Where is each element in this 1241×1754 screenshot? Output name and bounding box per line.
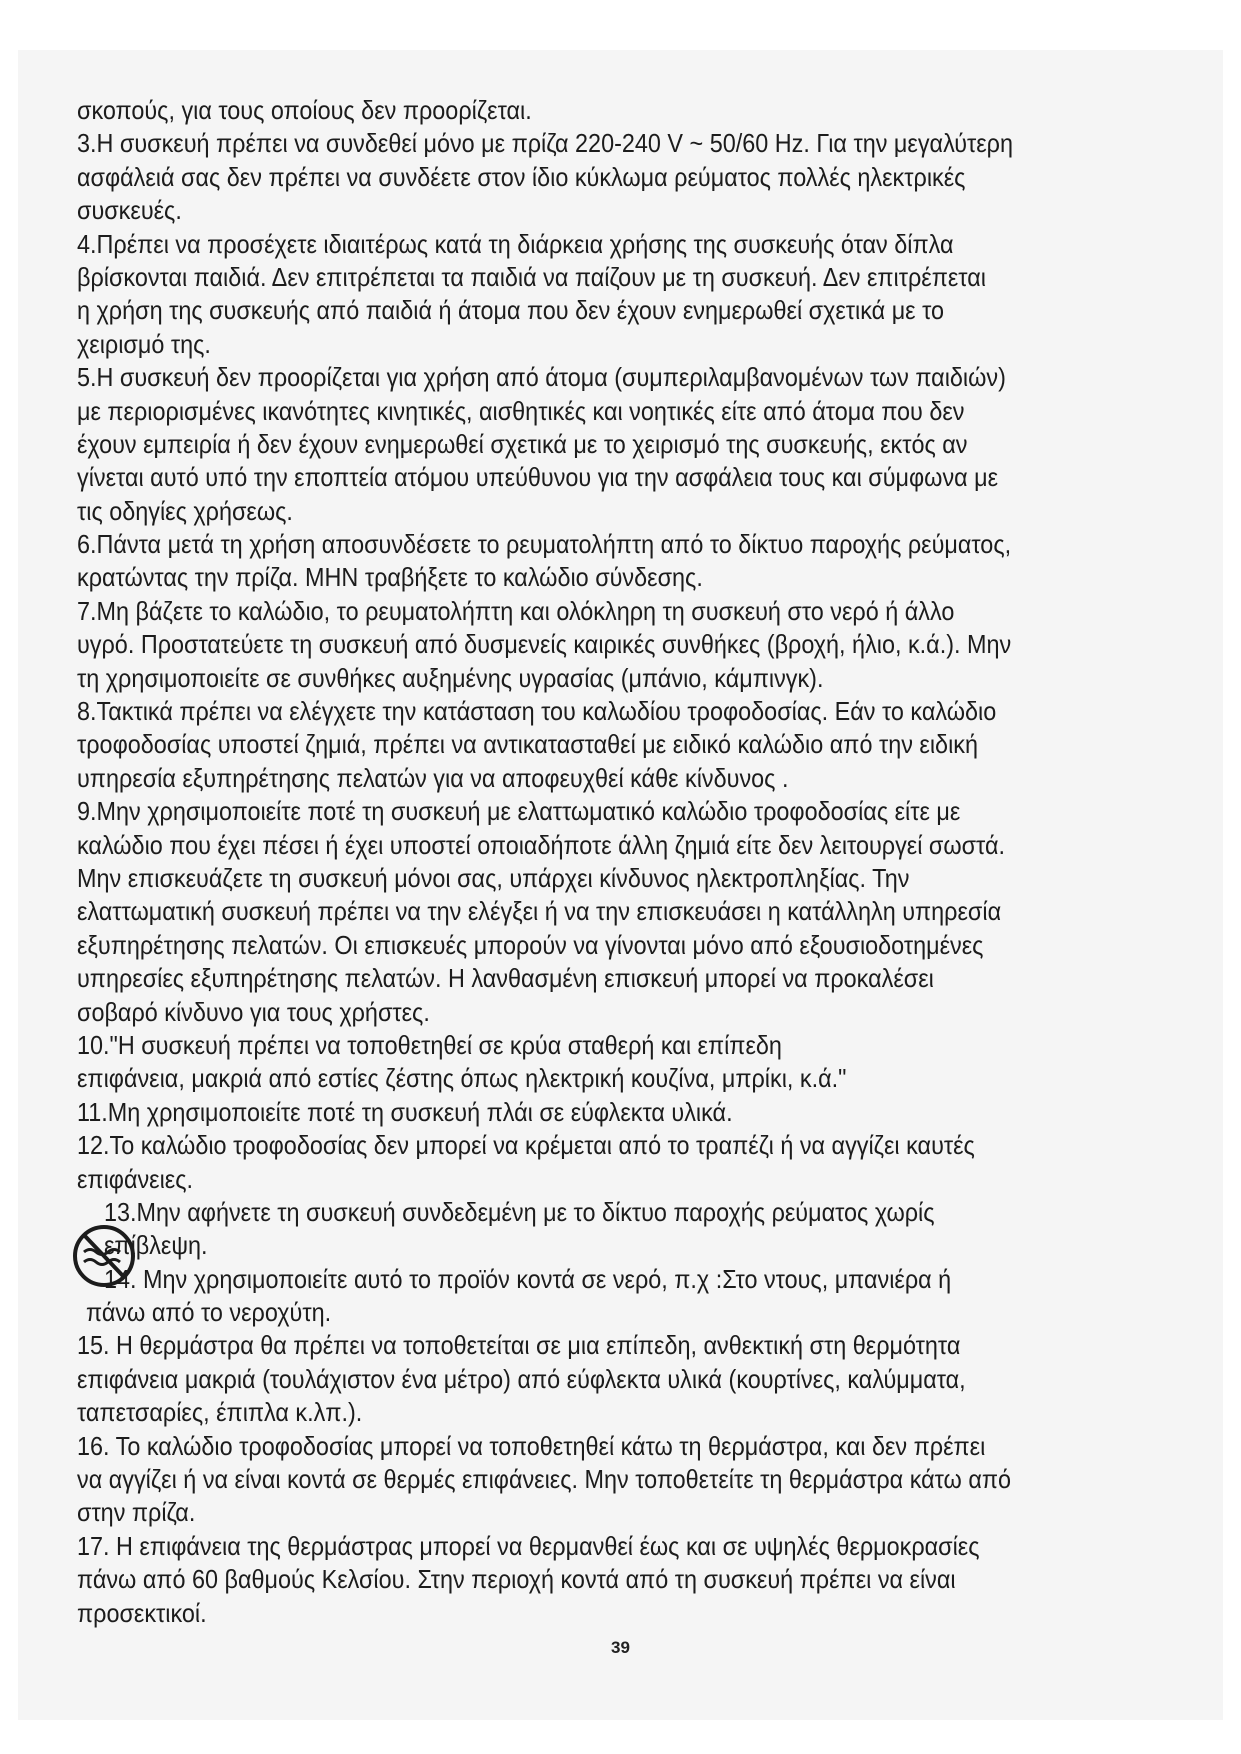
text-line: βρίσκονται παιδιά. Δεν επιτρέπεται τα παιδιά να παίζουν με τη συσκευή. Δεν επιτρέπεται bbox=[77, 261, 986, 292]
text-line: 16. Το καλώδιο τροφοδοσίας μπορεί να τοποθετηθεί κάτω τη θερμάστρα, και δεν πρέπει bbox=[77, 1430, 986, 1461]
text-line: συσκευές. bbox=[77, 195, 182, 226]
text-line: επίβλεψη. bbox=[104, 1230, 208, 1261]
text-line: προσεκτικοί. bbox=[77, 1597, 207, 1628]
text-line: 15. Η θερμάστρα θα πρέπει να τοποθετείται σε μια επίπεδη, ανθεκτική στη θερμότητα bbox=[77, 1330, 961, 1361]
text-line: τη χρησιμοποιείτε σε συνθήκες αυξημένης υγρασίας (μπάνιο, κάμπινγκ). bbox=[77, 662, 824, 693]
text-line: χειρισμό της. bbox=[77, 328, 211, 359]
text-line: 8.Τακτικά πρέπει να ελέγχετε την κατάσταση του καλωδίου τροφοδοσίας. Εάν το καλώδιο bbox=[77, 696, 997, 727]
text-line: 12.Το καλώδιο τροφοδοσίας δεν μπορεί να κρέμεται από το τραπέζι ή να αγγίζει καυτές bbox=[77, 1130, 975, 1161]
text-line: υπηρεσία εξυπηρέτησης πελατών για να αποφευχθεί κάθε κίνδυνος . bbox=[77, 762, 789, 793]
text-line: η χρήση της συσκευής από παιδιά ή άτομα που δεν έχουν ενημερωθεί σχετικά με το bbox=[77, 295, 945, 326]
text-line: γίνεται αυτό υπό την εποπτεία ατόμου υπεύθυνου για την ασφάλεια τους και σύμφωνα με bbox=[77, 462, 999, 493]
no-water-icon bbox=[70, 1222, 138, 1290]
text-line: υπηρεσίες εξυπηρέτησης πελατών. Η λανθασμένη επισκευή μπορεί να προκαλέσει bbox=[77, 963, 934, 994]
text-line: στην πρίζα. bbox=[77, 1497, 196, 1528]
text-line: 7.Μη βάζετε το καλώδιο, το ρευματολήπτη και ολόκληρη τη συσκευή στο νερό ή άλλο bbox=[77, 595, 955, 626]
text-line: 13.Μην αφήνετε τη συσκευή συνδεδεμένη με το δίκτυο παροχής ρεύματος χωρίς bbox=[104, 1196, 935, 1227]
text-line: 5.Η συσκευή δεν προορίζεται για χρήση από άτομα (συμπεριλαμβανομένων των παιδιών) bbox=[77, 362, 1006, 393]
text-line: 14. Μην χρησιμοποιείτε αυτό το προϊόν κοντά σε νερό, π.χ :Στο ντους, μπανιέρα ή bbox=[104, 1263, 952, 1294]
text-line: επιφάνεια μακριά (τουλάχιστον ένα μέτρο) από εύφλεκτα υλικά (κουρτίνες, καλύμματα, bbox=[77, 1363, 966, 1394]
text-line: εξυπηρέτησης πελατών. Οι επισκευές μπορούν να γίνονται μόνο από εξουσιοδοτημένες bbox=[77, 929, 984, 960]
text-line: επιφάνειες. bbox=[77, 1163, 194, 1194]
text-line: επιφάνεια, μακριά από εστίες ζέστης όπως ηλεκτρική κουζίνα, μπρίκι, κ.ά." bbox=[77, 1063, 847, 1094]
text-line: 11.Μη χρησιμοποιείτε ποτέ τη συσκευή πλάι σε εύφλεκτα υλικά. bbox=[77, 1096, 733, 1127]
text-line: σοβαρό κίνδυνο για τους χρήστες. bbox=[77, 996, 430, 1027]
text-line: 9.Μην χρησιμοποιείτε ποτέ τη συσκευή με ελαττωματικό καλώδιο τροφοδοσίας είτε με bbox=[77, 796, 961, 827]
page-number: 39 bbox=[611, 1638, 630, 1657]
text-line: κρατώντας την πρίζα. ΜΗΝ τραβήξετε το καλώδιο σύνδεσης. bbox=[77, 562, 703, 593]
text-line: 6.Πάντα μετά τη χρήση αποσυνδέσετε το ρευματολήπτη από το δίκτυο παροχής ρεύματος, bbox=[77, 529, 1012, 560]
text-line: με περιορισμένες ικανότητες κινητικές, αισθητικές και νοητικές είτε από άτομα που δεν bbox=[77, 395, 965, 426]
text-line: τροφοδοσίας υποστεί ζημιά, πρέπει να αντικατασταθεί με ειδικό καλώδιο από την ειδική bbox=[77, 729, 978, 760]
text-line: 4.Πρέπει να προσέχετε ιδιαιτέρως κατά τη διάρκεια χρήσης της συσκευής όταν δίπλα bbox=[77, 228, 954, 259]
text-line: να αγγίζει ή να είναι κοντά σε θερμές επιφάνειες. Μην τοποθετείτε τη θερμάστρα κάτω από bbox=[77, 1464, 1012, 1495]
text-line: πάνω από 60 βαθμούς Κελσίου. Στην περιοχή κοντά από τη συσκευή πρέπει να είναι bbox=[77, 1564, 956, 1595]
text-line: Μην επισκευάζετε τη συσκευή μόνοι σας, υπάρχει κίνδυνος ηλεκτροπληξίας. Την bbox=[77, 862, 910, 893]
text-line: ελαττωματική συσκευή πρέπει να την ελέγξει ή να την επισκευάσει η κατάλληλη υπηρεσία bbox=[77, 896, 1002, 927]
document-body bbox=[77, 94, 1188, 1630]
text-line: έχουν εμπειρία ή δεν έχουν ενημερωθεί σχετικά με το χειρισμό της συσκευής, εκτός αν bbox=[77, 428, 968, 459]
text-line: 3.Η συσκευή πρέπει να συνδεθεί μόνο με πρίζα 220-240 V ~ 50/60 Hz. Για την μεγαλύτερη bbox=[77, 128, 1013, 159]
text-line: 10."Η συσκευή πρέπει να τοποθετηθεί σε κρύα σταθερή και επίπεδη bbox=[77, 1029, 782, 1060]
text-line: ασφάλειά σας δεν πρέπει να συνδέετε στον ίδιο κύκλωμα ρεύματος πολλές ηλεκτρικές bbox=[77, 161, 966, 192]
text-line: πάνω από το νεροχύτη. bbox=[86, 1297, 332, 1328]
text-line: ταπετσαρίες, έπιπλα κ.λπ.). bbox=[77, 1397, 363, 1428]
text-line: 17. Η επιφάνεια της θερμάστρας μπορεί να θερμανθεί έως και σε υψηλές θερμοκρασίες bbox=[77, 1530, 980, 1561]
text-line: σκοπούς, για τους οποίους δεν προορίζεται. bbox=[77, 95, 532, 125]
text-line: υγρό. Προστατεύετε τη συσκευή από δυσμενείς καιρικές συνθήκες (βροχή, ήλιο, κ.ά.). Μην bbox=[77, 629, 1012, 660]
text-line: τις οδηγίες χρήσεως. bbox=[77, 495, 293, 526]
text-line: καλώδιο που έχει πέσει ή έχει υποστεί οποιαδήποτε άλλη ζημιά είτε δεν λειτουργεί σωστά. bbox=[77, 829, 1005, 860]
